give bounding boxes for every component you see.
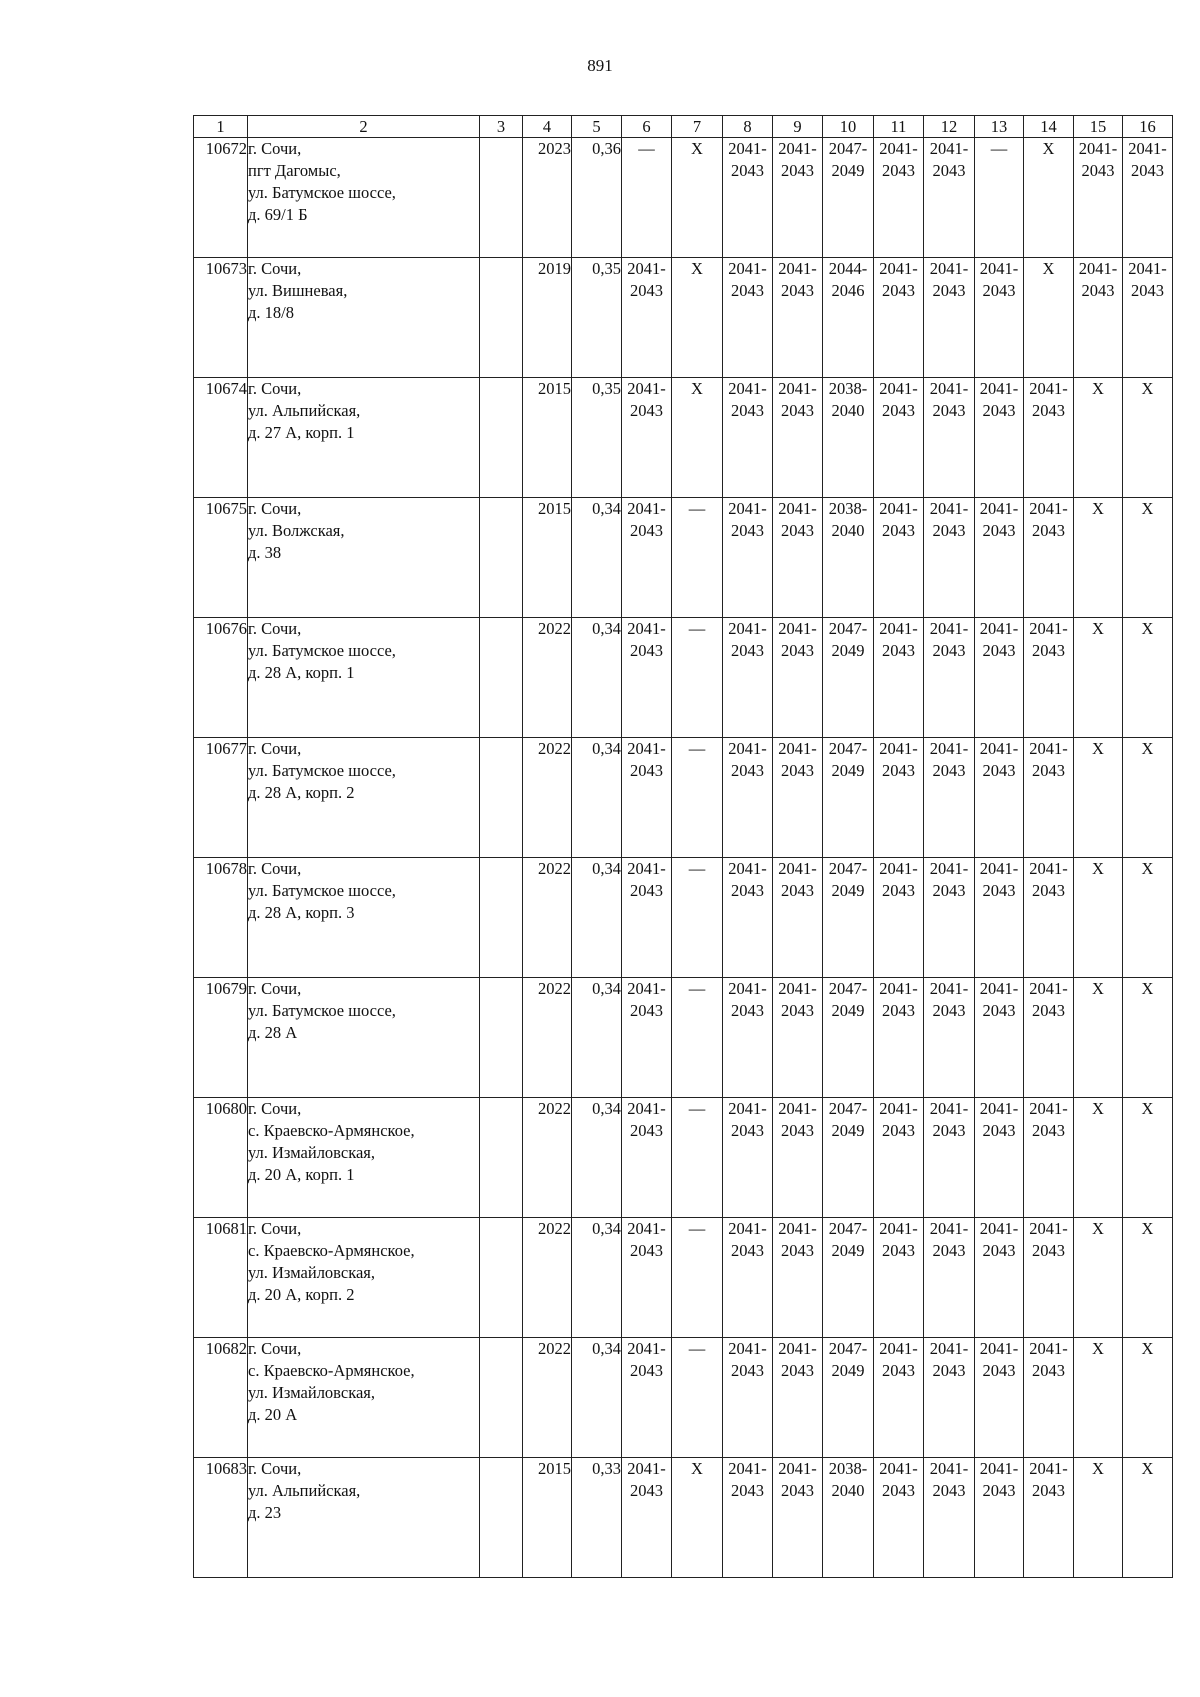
- address-line: г. Сочи,: [248, 739, 302, 758]
- row-id: 10681: [194, 1218, 248, 1338]
- cell-c9: 2041- 2043: [773, 1218, 823, 1338]
- cell-c7: —: [672, 1338, 723, 1458]
- cell-c8: 2041- 2043: [723, 1458, 773, 1578]
- address-cell: [248, 1218, 480, 1338]
- cell-c7: X: [672, 1458, 723, 1578]
- cell-c13: 2041- 2043: [975, 378, 1024, 498]
- address-line: г. Сочи,: [248, 619, 302, 638]
- cell-c5: 0,34: [572, 1098, 622, 1218]
- address-line: с. Краевско-Армянское,: [248, 1121, 415, 1140]
- cell-c7: —: [672, 858, 723, 978]
- address-cell: [248, 138, 480, 258]
- table-row: [194, 498, 1173, 618]
- table-row: [194, 1218, 1173, 1338]
- cell-c15: X: [1074, 378, 1123, 498]
- cell-c3: [480, 1458, 523, 1578]
- address-line: г. Сочи,: [248, 259, 302, 278]
- cell-c16: X: [1123, 858, 1173, 978]
- cell-c13: —: [975, 138, 1024, 258]
- cell-c13: 2041- 2043: [975, 1458, 1024, 1578]
- table-row: [194, 258, 1173, 378]
- cell-c16: X: [1123, 618, 1173, 738]
- cell-c4: 2015: [523, 1458, 572, 1578]
- cell-c3: [480, 858, 523, 978]
- cell-c6: 2041- 2043: [622, 258, 672, 378]
- cell-c9: 2041- 2043: [773, 1338, 823, 1458]
- cell-c4: 2015: [523, 378, 572, 498]
- address-line: д. 69/1 Б: [248, 205, 308, 224]
- table-row: [194, 618, 1173, 738]
- cell-c6: 2041- 2043: [622, 1338, 672, 1458]
- cell-c7: X: [672, 258, 723, 378]
- cell-c4: 2022: [523, 1338, 572, 1458]
- column-header: 14: [1024, 116, 1074, 138]
- cell-c9: 2041- 2043: [773, 498, 823, 618]
- cell-c5: 0,34: [572, 978, 622, 1098]
- address-line: д. 20 А: [248, 1405, 298, 1424]
- column-header: 5: [572, 116, 622, 138]
- address-line: д. 28 А, корп. 1: [248, 663, 355, 682]
- cell-c10: 2047- 2049: [823, 858, 874, 978]
- cell-c15: X: [1074, 1218, 1123, 1338]
- column-header: 8: [723, 116, 773, 138]
- row-id: 10676: [194, 618, 248, 738]
- cell-c3: [480, 738, 523, 858]
- cell-c4: 2022: [523, 978, 572, 1098]
- cell-c5: 0,34: [572, 1338, 622, 1458]
- cell-c12: 2041- 2043: [924, 738, 975, 858]
- cell-c12: 2041- 2043: [924, 618, 975, 738]
- cell-c6: 2041- 2043: [622, 858, 672, 978]
- cell-c4: 2022: [523, 1218, 572, 1338]
- cell-c12: 2041- 2043: [924, 258, 975, 378]
- column-header: 10: [823, 116, 874, 138]
- cell-c3: [480, 258, 523, 378]
- cell-c11: 2041- 2043: [874, 978, 924, 1098]
- cell-c10: 2038- 2040: [823, 1458, 874, 1578]
- row-id: 10683: [194, 1458, 248, 1578]
- cell-c15: X: [1074, 738, 1123, 858]
- cell-c14: 2041- 2043: [1024, 1458, 1074, 1578]
- cell-c14: 2041- 2043: [1024, 1098, 1074, 1218]
- cell-c13: 2041- 2043: [975, 978, 1024, 1098]
- cell-c15: X: [1074, 1458, 1123, 1578]
- cell-c12: 2041- 2043: [924, 858, 975, 978]
- address-line: д. 27 А, корп. 1: [248, 423, 355, 442]
- cell-c10: 2047- 2049: [823, 618, 874, 738]
- cell-c12: 2041- 2043: [924, 498, 975, 618]
- cell-c11: 2041- 2043: [874, 1338, 924, 1458]
- address-line: д. 28 А, корп. 2: [248, 783, 355, 802]
- cell-c12: 2041- 2043: [924, 1098, 975, 1218]
- cell-c16: 2041- 2043: [1123, 258, 1173, 378]
- cell-c13: 2041- 2043: [975, 618, 1024, 738]
- cell-c13: 2041- 2043: [975, 1338, 1024, 1458]
- address-line: ул. Батумское шоссе,: [248, 761, 396, 780]
- cell-c11: 2041- 2043: [874, 1458, 924, 1578]
- cell-c4: 2015: [523, 498, 572, 618]
- cell-c8: 2041- 2043: [723, 378, 773, 498]
- cell-c14: 2041- 2043: [1024, 978, 1074, 1098]
- row-id: 10680: [194, 1098, 248, 1218]
- cell-c16: X: [1123, 1098, 1173, 1218]
- cell-c8: 2041- 2043: [723, 618, 773, 738]
- table-row: [194, 378, 1173, 498]
- row-id: 10674: [194, 378, 248, 498]
- cell-c13: 2041- 2043: [975, 498, 1024, 618]
- cell-c6: 2041- 2043: [622, 738, 672, 858]
- address-line: ул. Батумское шоссе,: [248, 1001, 396, 1020]
- row-id: 10677: [194, 738, 248, 858]
- cell-c7: —: [672, 1098, 723, 1218]
- cell-c6: 2041- 2043: [622, 498, 672, 618]
- cell-c10: 2038- 2040: [823, 498, 874, 618]
- cell-c8: 2041- 2043: [723, 138, 773, 258]
- cell-c10: 2038- 2040: [823, 378, 874, 498]
- cell-c11: 2041- 2043: [874, 258, 924, 378]
- cell-c15: 2041- 2043: [1074, 138, 1123, 258]
- cell-c8: 2041- 2043: [723, 498, 773, 618]
- cell-c15: X: [1074, 858, 1123, 978]
- cell-c7: X: [672, 138, 723, 258]
- cell-c9: 2041- 2043: [773, 978, 823, 1098]
- column-header: 7: [672, 116, 723, 138]
- cell-c11: 2041- 2043: [874, 618, 924, 738]
- table-row: [194, 978, 1173, 1098]
- address-line: г. Сочи,: [248, 379, 302, 398]
- address-line: д. 23: [248, 1503, 282, 1522]
- address-line: д. 28 А, корп. 3: [248, 903, 355, 922]
- cell-c14: 2041- 2043: [1024, 498, 1074, 618]
- column-header: 16: [1123, 116, 1173, 138]
- cell-c11: 2041- 2043: [874, 858, 924, 978]
- column-header: 4: [523, 116, 572, 138]
- address-line: д. 18/8: [248, 303, 294, 322]
- address-line: д. 28 А: [248, 1023, 298, 1042]
- column-header: 6: [622, 116, 672, 138]
- cell-c16: X: [1123, 378, 1173, 498]
- cell-c13: 2041- 2043: [975, 738, 1024, 858]
- cell-c16: X: [1123, 1338, 1173, 1458]
- cell-c14: X: [1024, 138, 1074, 258]
- row-id: 10678: [194, 858, 248, 978]
- cell-c3: [480, 1338, 523, 1458]
- cell-c6: 2041- 2043: [622, 378, 672, 498]
- column-header: 11: [874, 116, 924, 138]
- cell-c4: 2022: [523, 858, 572, 978]
- cell-c11: 2041- 2043: [874, 1098, 924, 1218]
- cell-c8: 2041- 2043: [723, 1098, 773, 1218]
- address-line: ул. Измайловская,: [248, 1383, 375, 1402]
- column-header: 15: [1074, 116, 1123, 138]
- address-cell: [248, 1338, 480, 1458]
- address-cell: [248, 858, 480, 978]
- cell-c3: [480, 978, 523, 1098]
- table-row: [194, 738, 1173, 858]
- row-id: 10682: [194, 1338, 248, 1458]
- cell-c16: X: [1123, 978, 1173, 1098]
- cell-c4: 2023: [523, 138, 572, 258]
- cell-c9: 2041- 2043: [773, 138, 823, 258]
- cell-c5: 0,34: [572, 1218, 622, 1338]
- cell-c15: 2041- 2043: [1074, 258, 1123, 378]
- cell-c4: 2022: [523, 1098, 572, 1218]
- table-row: [194, 1458, 1173, 1578]
- cell-c5: 0,33: [572, 1458, 622, 1578]
- cell-c15: X: [1074, 618, 1123, 738]
- cell-c5: 0,34: [572, 858, 622, 978]
- cell-c12: 2041- 2043: [924, 138, 975, 258]
- cell-c9: 2041- 2043: [773, 1458, 823, 1578]
- address-cell: [248, 978, 480, 1098]
- cell-c8: 2041- 2043: [723, 978, 773, 1098]
- row-id: 10675: [194, 498, 248, 618]
- cell-c11: 2041- 2043: [874, 1218, 924, 1338]
- address-line: г. Сочи,: [248, 1099, 302, 1118]
- address-line: ул. Волжская,: [248, 521, 345, 540]
- register-table: [193, 115, 1173, 1578]
- cell-c3: [480, 498, 523, 618]
- address-cell: [248, 498, 480, 618]
- cell-c6: 2041- 2043: [622, 618, 672, 738]
- cell-c11: 2041- 2043: [874, 378, 924, 498]
- cell-c14: 2041- 2043: [1024, 1338, 1074, 1458]
- cell-c7: X: [672, 378, 723, 498]
- cell-c8: 2041- 2043: [723, 1338, 773, 1458]
- cell-c6: 2041- 2043: [622, 1218, 672, 1338]
- cell-c11: 2041- 2043: [874, 498, 924, 618]
- address-cell: [248, 1458, 480, 1578]
- cell-c10: 2047- 2049: [823, 1338, 874, 1458]
- cell-c10: 2047- 2049: [823, 1218, 874, 1338]
- address-line: г. Сочи,: [248, 1339, 302, 1358]
- cell-c7: —: [672, 1218, 723, 1338]
- cell-c9: 2041- 2043: [773, 378, 823, 498]
- cell-c5: 0,34: [572, 618, 622, 738]
- cell-c13: 2041- 2043: [975, 1218, 1024, 1338]
- cell-c10: 2044- 2046: [823, 258, 874, 378]
- cell-c5: 0,35: [572, 258, 622, 378]
- cell-c8: 2041- 2043: [723, 738, 773, 858]
- cell-c3: [480, 378, 523, 498]
- cell-c6: 2041- 2043: [622, 1458, 672, 1578]
- address-cell: [248, 258, 480, 378]
- column-header: 12: [924, 116, 975, 138]
- address-line: ул. Альпийская,: [248, 1481, 361, 1500]
- cell-c4: 2019: [523, 258, 572, 378]
- column-header: 2: [248, 116, 480, 138]
- cell-c12: 2041- 2043: [924, 1338, 975, 1458]
- address-line: д. 20 А, корп. 2: [248, 1285, 355, 1304]
- cell-c8: 2041- 2043: [723, 258, 773, 378]
- column-header: 9: [773, 116, 823, 138]
- cell-c3: [480, 138, 523, 258]
- cell-c15: X: [1074, 1338, 1123, 1458]
- cell-c10: 2047- 2049: [823, 138, 874, 258]
- cell-c16: 2041- 2043: [1123, 138, 1173, 258]
- cell-c11: 2041- 2043: [874, 738, 924, 858]
- cell-c15: X: [1074, 1098, 1123, 1218]
- cell-c5: 0,35: [572, 378, 622, 498]
- address-line: г. Сочи,: [248, 1219, 302, 1238]
- cell-c15: X: [1074, 978, 1123, 1098]
- cell-c4: 2022: [523, 618, 572, 738]
- table-row: [194, 858, 1173, 978]
- cell-c9: 2041- 2043: [773, 618, 823, 738]
- address-cell: [248, 618, 480, 738]
- cell-c13: 2041- 2043: [975, 258, 1024, 378]
- row-id: 10672: [194, 138, 248, 258]
- address-line: ул. Вишневая,: [248, 281, 348, 300]
- page-number: 891: [587, 56, 613, 75]
- cell-c11: 2041- 2043: [874, 138, 924, 258]
- address-line: ул. Батумское шоссе,: [248, 641, 396, 660]
- cell-c14: 2041- 2043: [1024, 858, 1074, 978]
- cell-c12: 2041- 2043: [924, 1458, 975, 1578]
- cell-c13: 2041- 2043: [975, 1098, 1024, 1218]
- cell-c10: 2047- 2049: [823, 978, 874, 1098]
- cell-c6: —: [622, 138, 672, 258]
- address-line: д. 20 А, корп. 1: [248, 1165, 355, 1184]
- row-id: 10673: [194, 258, 248, 378]
- address-line: г. Сочи,: [248, 859, 302, 878]
- cell-c3: [480, 1218, 523, 1338]
- address-line: пгт Дагомыс,: [248, 161, 341, 180]
- cell-c5: 0,34: [572, 738, 622, 858]
- address-line: г. Сочи,: [248, 499, 302, 518]
- cell-c3: [480, 618, 523, 738]
- cell-c15: X: [1074, 498, 1123, 618]
- cell-c10: 2047- 2049: [823, 738, 874, 858]
- header-row: [194, 116, 1173, 138]
- column-header: 13: [975, 116, 1024, 138]
- cell-c14: 2041- 2043: [1024, 738, 1074, 858]
- cell-c12: 2041- 2043: [924, 978, 975, 1098]
- cell-c12: 2041- 2043: [924, 378, 975, 498]
- address-cell: [248, 1098, 480, 1218]
- cell-c14: 2041- 2043: [1024, 618, 1074, 738]
- cell-c3: [480, 1098, 523, 1218]
- cell-c9: 2041- 2043: [773, 1098, 823, 1218]
- cell-c6: 2041- 2043: [622, 978, 672, 1098]
- address-line: ул. Измайловская,: [248, 1143, 375, 1162]
- cell-c5: 0,34: [572, 498, 622, 618]
- column-header: 1: [194, 116, 248, 138]
- row-id: 10679: [194, 978, 248, 1098]
- cell-c16: X: [1123, 738, 1173, 858]
- cell-c14: 2041- 2043: [1024, 1218, 1074, 1338]
- cell-c7: —: [672, 978, 723, 1098]
- cell-c5: 0,36: [572, 138, 622, 258]
- address-line: ул. Батумское шоссе,: [248, 183, 396, 202]
- cell-c14: 2041- 2043: [1024, 378, 1074, 498]
- cell-c6: 2041- 2043: [622, 1098, 672, 1218]
- table-row: [194, 1338, 1173, 1458]
- table-row: [194, 138, 1173, 258]
- cell-c9: 2041- 2043: [773, 858, 823, 978]
- cell-c14: X: [1024, 258, 1074, 378]
- address-line: ул. Альпийская,: [248, 401, 361, 420]
- cell-c16: X: [1123, 1218, 1173, 1338]
- address-line: с. Краевско-Армянское,: [248, 1361, 415, 1380]
- address-cell: [248, 738, 480, 858]
- address-line: г. Сочи,: [248, 139, 302, 158]
- cell-c13: 2041- 2043: [975, 858, 1024, 978]
- address-line: г. Сочи,: [248, 979, 302, 998]
- cell-c12: 2041- 2043: [924, 1218, 975, 1338]
- cell-c7: —: [672, 618, 723, 738]
- cell-c4: 2022: [523, 738, 572, 858]
- address-cell: [248, 378, 480, 498]
- cell-c10: 2047- 2049: [823, 1098, 874, 1218]
- cell-c9: 2041- 2043: [773, 738, 823, 858]
- cell-c7: —: [672, 738, 723, 858]
- column-header: 3: [480, 116, 523, 138]
- address-line: д. 38: [248, 543, 282, 562]
- cell-c16: X: [1123, 1458, 1173, 1578]
- address-line: ул. Измайловская,: [248, 1263, 375, 1282]
- cell-c8: 2041- 2043: [723, 1218, 773, 1338]
- cell-c9: 2041- 2043: [773, 258, 823, 378]
- cell-c7: —: [672, 498, 723, 618]
- address-line: с. Краевско-Армянское,: [248, 1241, 415, 1260]
- table-row: [194, 1098, 1173, 1218]
- cell-c16: X: [1123, 498, 1173, 618]
- address-line: г. Сочи,: [248, 1459, 302, 1478]
- address-line: ул. Батумское шоссе,: [248, 881, 396, 900]
- cell-c8: 2041- 2043: [723, 858, 773, 978]
